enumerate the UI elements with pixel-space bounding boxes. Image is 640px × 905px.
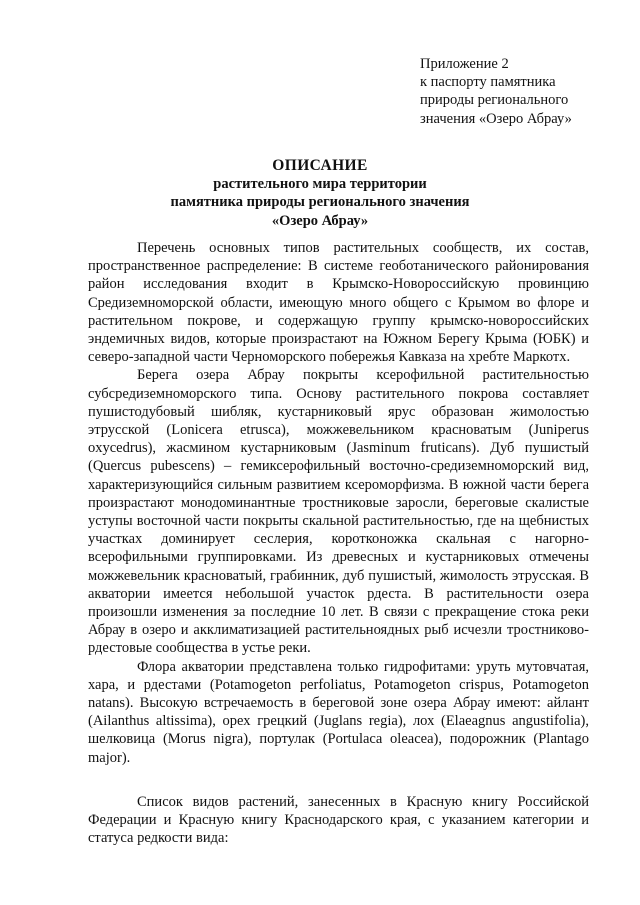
- heading-line-2: растительного мира территории: [213, 176, 427, 193]
- appendix-note: [420, 55, 572, 128]
- appendix-line-3: природы регионального: [420, 92, 569, 109]
- document-heading: [0, 157, 640, 230]
- paragraph-aquatic-flora: Флора акватории представлена только гидрофитами: уруть мутовчатая, хара, и рдестами (Potamogeton perfoliatus, Potamogeton crispus, Potamogeton natans). Высокую встречаемость в береговой зоне озера Абрау имеют: айлант (Ailanthus altissima), орех грецкий (Juglans regia), лох (Elaeagnus angustifolia), шелковица (Morus nigra), портулак (Portulaca oleacea), подорожник (Plantago major).: [88, 658, 589, 766]
- paragraph-red-book-intro: Список видов растений, занесенных в Красную книгу Российской Федерации и Красную книгу Краснодарского края, с указанием категории и статуса редкости вида:: [88, 793, 589, 847]
- paragraph-shore-vegetation: Берега озера Абрау покрыты ксерофильной растительностью субсредиземноморского типа. Основу растительного покрова составляет пушистодубовый шибляк, кустарниковый ярус образован жимолостью этрусской (Lonicera etrusca), можжевельником красноватым (Juniperus oxycedrus), жасмином кустарниковым (Jasminum fruticans). Дуб пушистый (Quercus pubescens) – гемиксерофильный восточно-средиземноморский вид, характеризующийся сильным развитием ксероморфизма. В южной части берега произрастают монодоминантные тростниковые заросли, береговые скалистые уступы восточной части покрыты скальной растительностью, где на щебнистых участках доминирует сеслерия, коротконожка скальная с нагорно-всерофильными группировками. Из древесных и кустарниковых отмечены можжевельник красноватый, грабинник, дуб пушистый, жимолость этрусская. В акватории имеется небольшой участок рдеста. В растительности озера произошли изменения за последние 10 лет. В связи с прекращение стока реки Абрау в озеро и акклиматизацией растительноядных рыб исчезли тростниково-рдестовые сообщества в устье реки.: [88, 367, 589, 657]
- heading-title: ОПИСАНИЕ: [272, 157, 368, 174]
- paragraph-vegetation-types: Перечень основных типов растительных сообществ, их состав, пространственное распределение: В системе геоботанического районирования район исследования входит в Крымско-Новороссийскую провинцию Средиземноморской области, имеющую много общего с Крымом во флоре и растительном покрове, и содержащую группу крымско-новороссийских эндемичных видов, которые произрастают на Южном Берегу Крыма (ЮБК) и северо-западной части Черноморского побережья Кавказа на хребте Маркотх.: [88, 240, 589, 366]
- heading-line-3: памятника природы регионального значения: [170, 194, 470, 211]
- appendix-line-4: значения «Озеро Абрау»: [420, 110, 572, 127]
- appendix-line-1: Приложение 2: [420, 56, 509, 72]
- heading-line-4: «Озеро Абрау»: [271, 212, 369, 229]
- document-body: [88, 239, 589, 848]
- appendix-line-2: к паспорту памятника: [420, 74, 556, 91]
